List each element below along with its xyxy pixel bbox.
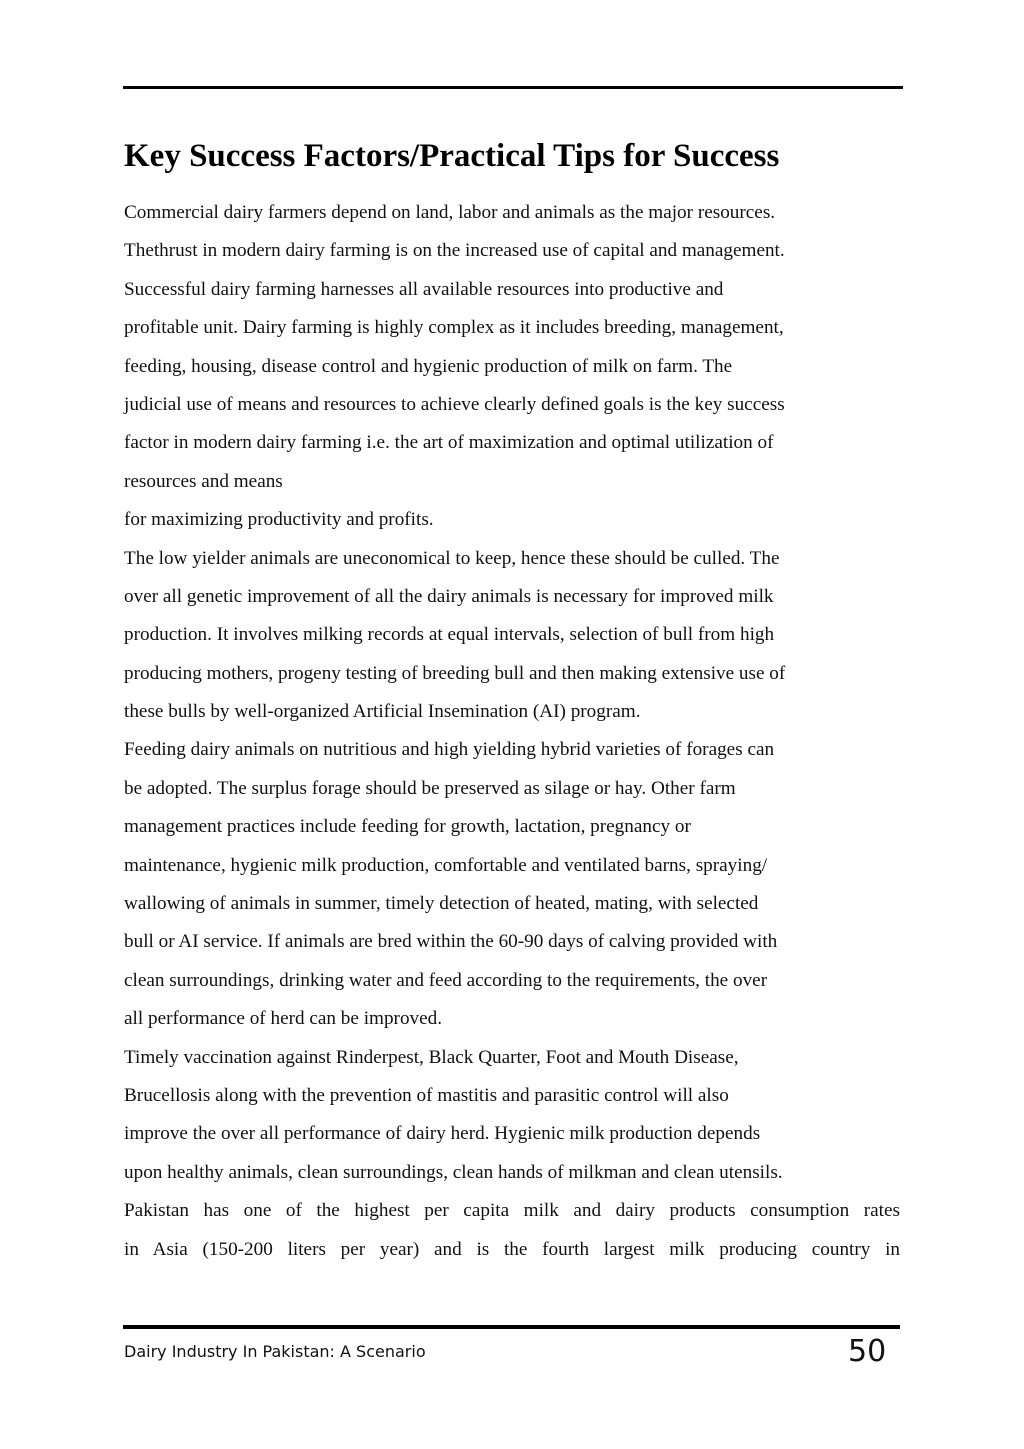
text-line: Commercial dairy farmers depend on land, labor and animals as the major resources. xyxy=(124,202,776,223)
page-number: 50 xyxy=(848,1334,887,1369)
text-line: clean surroundings, drinking water and feed according to the requirements, the over xyxy=(124,969,768,991)
text-line: factor in modern dairy farming i.e. the art of maximization and optimal utilization of xyxy=(124,432,774,454)
text-line: in Asia (150-200 liters per year) and is the fourth largest milk producing country in xyxy=(124,1238,900,1260)
header-rule xyxy=(123,86,903,89)
text-line: bull or AI service. If animals are bred within the 60-90 days of calving provided with xyxy=(124,931,778,953)
text-line: Thethrust in modern dairy farming is on the increased use of capital and management. xyxy=(124,240,785,262)
text-line: Timely vaccination against Rinderpest, Black Quarter, Foot and Mouth Disease, xyxy=(124,1046,739,1068)
text-line: be adopted. The surplus forage should be preserved as silage or hay. Other farm xyxy=(124,777,736,799)
text-line: Pakistan has one of the highest per capita milk and dairy products consumption rates xyxy=(124,1200,900,1222)
text-line: resources and means xyxy=(124,470,283,492)
text-line: production. It involves milking records at equal intervals, selection of bull from high xyxy=(124,624,775,646)
text-line: management practices include feeding for growth, lactation, pregnancy or xyxy=(124,816,691,838)
page-heading: Key Success Factors/Practical Tips for Success xyxy=(124,138,780,174)
text-line: for maximizing productivity and profits. xyxy=(124,509,434,531)
body-text xyxy=(124,194,914,1269)
text-line: Brucellosis along with the prevention of mastitis and parasitic control will also xyxy=(124,1084,729,1106)
text-line: improve the over all performance of dairy herd. Hygienic milk production depends xyxy=(124,1123,761,1145)
text-line: feeding, housing, disease control and hygienic production of milk on farm. The xyxy=(124,355,733,377)
text-line: profitable unit. Dairy farming is highly complex as it includes breeding, management, xyxy=(124,317,784,339)
footer-title: Dairy Industry In Pakistan: A Scenario xyxy=(124,1342,426,1361)
text-line: Feeding dairy animals on nutritious and high yielding hybrid varieties of forages can xyxy=(124,739,775,761)
text-line: over all genetic improvement of all the dairy animals is necessary for improved milk xyxy=(124,585,774,607)
text-line: wallowing of animals in summer, timely detection of heated, mating, with selected xyxy=(124,893,759,915)
text-line: these bulls by well-organized Artificial Insemination (AI) program. xyxy=(124,701,641,723)
text-line: producing mothers, progeny testing of breeding bull and then making extensive use of xyxy=(124,662,786,684)
text-line: The low yielder animals are uneconomical to keep, hence these should be culled. The xyxy=(124,547,780,569)
text-line: maintenance, hygienic milk production, comfortable and ventilated barns, spraying/ xyxy=(124,854,768,876)
text-line: Successful dairy farming harnesses all available resources into productive and xyxy=(124,278,724,300)
text-line: upon healthy animals, clean surroundings, clean hands of milkman and clean utensils. xyxy=(124,1161,783,1183)
footer-rule xyxy=(123,1325,900,1329)
text-line: judicial use of means and resources to achieve clearly defined goals is the key success xyxy=(124,393,785,415)
text-line: all performance of herd can be improved. xyxy=(124,1008,443,1030)
